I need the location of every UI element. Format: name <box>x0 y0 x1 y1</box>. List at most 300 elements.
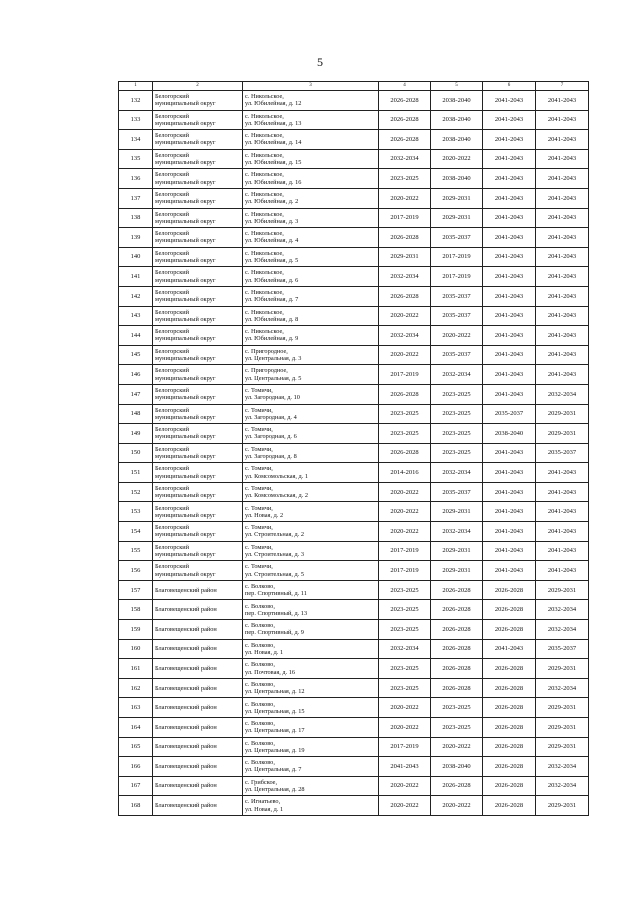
period-cell: 2041-2043 <box>536 286 589 306</box>
district-cell <box>153 228 243 248</box>
cell-line: с. Волково, <box>245 700 275 708</box>
address-cell <box>243 443 379 463</box>
period-cell: 2017-2019 <box>379 208 431 228</box>
address-cell <box>243 620 379 640</box>
table-row <box>119 286 589 306</box>
address-cell <box>243 110 379 130</box>
district-cell <box>153 620 243 640</box>
cell-line: Белогорский <box>155 524 190 532</box>
district-cell <box>153 326 243 346</box>
period-cell: 2026-2028 <box>431 600 483 620</box>
period-cell: 2023-2025 <box>431 424 483 444</box>
period-cell: 2029-2031 <box>536 718 589 738</box>
cell-line: муниципальный округ <box>155 296 216 304</box>
address-cell <box>243 424 379 444</box>
period-cell: 2020-2022 <box>379 522 431 542</box>
period-cell: 2029-2031 <box>431 208 483 228</box>
cell-line: муниципальный округ <box>155 119 216 127</box>
period-cell: 2020-2022 <box>379 306 431 326</box>
table-row <box>119 91 589 111</box>
period-cell: 2041-2043 <box>536 110 589 130</box>
period-cell: 2041-2043 <box>483 384 536 404</box>
period-cell: 2032-2034 <box>431 463 483 483</box>
district-cell <box>153 267 243 287</box>
period-cell: 2035-2037 <box>431 306 483 326</box>
cell-line: с. Волково, <box>245 661 275 669</box>
cell-line: с. Волково, <box>245 622 275 630</box>
cell-line: Белогорский <box>155 289 190 297</box>
address-cell <box>243 718 379 738</box>
period-cell: 2023-2025 <box>379 580 431 600</box>
period-cell: 2041-2043 <box>483 267 536 287</box>
cell-line: Белогорский <box>155 132 190 140</box>
period-cell: 2041-2043 <box>483 463 536 483</box>
address-cell <box>243 502 379 522</box>
cell-line: Благовещенский район <box>155 645 217 653</box>
period-cell: 2041-2043 <box>536 326 589 346</box>
cell-line: Белогорский <box>155 543 190 551</box>
district-cell <box>153 502 243 522</box>
period-cell: 2032-2034 <box>536 620 589 640</box>
district-cell <box>153 737 243 757</box>
cell-line: Белогорский <box>155 171 190 179</box>
cell-line: Благовещенский район <box>155 664 217 672</box>
period-cell: 2041-2043 <box>483 286 536 306</box>
period-cell: 2026-2028 <box>483 580 536 600</box>
table-row <box>119 776 589 796</box>
period-cell: 2026-2028 <box>483 796 536 816</box>
row-number-cell: 143 <box>119 306 153 326</box>
district-cell <box>153 443 243 463</box>
column-header: 1 <box>119 82 153 91</box>
cell-line: с. Никольское, <box>245 269 284 277</box>
cell-line: ул. Юбилейная, д. 9 <box>245 335 299 343</box>
row-number-cell: 164 <box>119 718 153 738</box>
district-cell <box>153 463 243 483</box>
period-cell: 2041-2043 <box>483 208 536 228</box>
address-cell <box>243 208 379 228</box>
period-cell: 2029-2031 <box>536 424 589 444</box>
address-cell <box>243 698 379 718</box>
cell-line: с. Волково, <box>245 720 275 728</box>
table-row <box>119 267 589 287</box>
district-cell <box>153 169 243 189</box>
row-number-cell: 157 <box>119 580 153 600</box>
address-cell <box>243 678 379 698</box>
period-cell: 2023-2025 <box>379 424 431 444</box>
cell-line: муниципальный округ <box>155 492 216 500</box>
address-cell <box>243 737 379 757</box>
address-cell <box>243 482 379 502</box>
address-cell <box>243 776 379 796</box>
address-cell <box>243 306 379 326</box>
cell-line: муниципальный округ <box>155 550 216 558</box>
cell-line: муниципальный округ <box>155 472 216 480</box>
row-number-cell: 153 <box>119 502 153 522</box>
period-cell: 2026-2028 <box>379 443 431 463</box>
period-cell: 2041-2043 <box>536 188 589 208</box>
row-number-cell: 140 <box>119 247 153 267</box>
table-row <box>119 718 589 738</box>
cell-line: с. Волково, <box>245 582 275 590</box>
cell-line: Белогорский <box>155 484 190 492</box>
period-cell: 2023-2025 <box>431 443 483 463</box>
table-row <box>119 502 589 522</box>
cell-line: с. Никольское, <box>245 308 284 316</box>
cell-line: с. Томичи, <box>245 484 273 492</box>
district-cell <box>153 757 243 777</box>
row-number-cell: 161 <box>119 659 153 679</box>
period-cell: 2032-2034 <box>536 776 589 796</box>
district-cell <box>153 561 243 581</box>
cell-line: с. Никольское, <box>245 93 284 101</box>
table-row <box>119 580 589 600</box>
district-cell <box>153 541 243 561</box>
cell-line: муниципальный округ <box>155 159 216 167</box>
cell-line: Благовещенский район <box>155 762 217 770</box>
period-cell: 2032-2034 <box>536 600 589 620</box>
column-header: 7 <box>536 82 589 91</box>
cell-line: с. Томичи, <box>245 445 273 453</box>
period-cell: 2029-2031 <box>431 541 483 561</box>
cell-line: Белогорский <box>155 269 190 277</box>
period-cell: 2023-2025 <box>379 620 431 640</box>
cell-line: Белогорский <box>155 210 190 218</box>
cell-line: с. Игнатьево, <box>245 798 281 806</box>
table-row <box>119 384 589 404</box>
address-cell <box>243 580 379 600</box>
cell-line: с. Никольское, <box>245 289 284 297</box>
cell-line: Благовещенский район <box>155 723 217 731</box>
period-cell: 2041-2043 <box>483 639 536 659</box>
district-cell <box>153 659 243 679</box>
district-cell <box>153 424 243 444</box>
period-cell: 2032-2034 <box>536 678 589 698</box>
row-number-cell: 162 <box>119 678 153 698</box>
period-cell: 2026-2028 <box>431 776 483 796</box>
period-cell: 2020-2022 <box>379 482 431 502</box>
period-cell: 2032-2034 <box>379 639 431 659</box>
table-row <box>119 620 589 640</box>
cell-line: с. Томичи, <box>245 426 273 434</box>
period-cell: 2029-2031 <box>536 698 589 718</box>
row-number-cell: 163 <box>119 698 153 718</box>
cell-line: ул. Юбилейная, д. 13 <box>245 119 302 127</box>
cell-line: ул. Юбилейная, д. 12 <box>245 100 302 108</box>
period-cell: 2032-2034 <box>431 365 483 385</box>
period-cell: 2035-2037 <box>536 443 589 463</box>
table-row <box>119 149 589 169</box>
period-cell: 2029-2031 <box>379 247 431 267</box>
table-body <box>119 91 589 816</box>
cell-line: муниципальный округ <box>155 413 216 421</box>
district-cell <box>153 208 243 228</box>
period-cell: 2026-2028 <box>431 620 483 640</box>
address-cell <box>243 384 379 404</box>
period-cell: 2029-2031 <box>431 502 483 522</box>
table-row <box>119 737 589 757</box>
table-row <box>119 659 589 679</box>
period-cell: 2020-2022 <box>379 188 431 208</box>
address-cell <box>243 757 379 777</box>
row-number-cell: 165 <box>119 737 153 757</box>
cell-line: муниципальный округ <box>155 100 216 108</box>
period-cell: 2035-2037 <box>536 639 589 659</box>
period-cell: 2041-2043 <box>483 365 536 385</box>
period-cell: 2026-2028 <box>379 110 431 130</box>
table-row <box>119 345 589 365</box>
address-cell <box>243 228 379 248</box>
cell-line: с. Никольское, <box>245 132 284 140</box>
column-header: 3 <box>243 82 379 91</box>
period-cell: 2026-2028 <box>431 580 483 600</box>
cell-line: муниципальный округ <box>155 198 216 206</box>
table-row <box>119 482 589 502</box>
cell-line: ул. Строительная, д. 5 <box>245 570 305 578</box>
row-number-cell: 134 <box>119 130 153 150</box>
period-cell: 2029-2031 <box>536 580 589 600</box>
period-cell: 2023-2025 <box>379 169 431 189</box>
period-cell: 2026-2028 <box>483 718 536 738</box>
cell-line: ул. Юбилейная, д. 2 <box>245 198 299 206</box>
row-number-cell: 154 <box>119 522 153 542</box>
cell-line: ул. Центральная, д. 19 <box>245 746 305 754</box>
period-cell: 2038-2040 <box>431 91 483 111</box>
cell-line: Благовещенский район <box>155 606 217 614</box>
table-row <box>119 463 589 483</box>
cell-line: пер. Спортивный, д. 11 <box>245 590 307 598</box>
cell-line: Белогорский <box>155 249 190 257</box>
period-cell: 2041-2043 <box>483 247 536 267</box>
cell-line: ул. Юбилейная, д. 14 <box>245 139 302 147</box>
cell-line: муниципальный округ <box>155 433 216 441</box>
row-number-cell: 137 <box>119 188 153 208</box>
cell-line: Благовещенский район <box>155 743 217 751</box>
period-cell: 2026-2028 <box>379 91 431 111</box>
cell-line: Благовещенский район <box>155 684 217 692</box>
cell-line: ул. Загородная, д. 4 <box>245 413 297 421</box>
period-cell: 2017-2019 <box>379 365 431 385</box>
address-cell <box>243 639 379 659</box>
district-cell <box>153 718 243 738</box>
table-row <box>119 698 589 718</box>
row-number-cell: 159 <box>119 620 153 640</box>
period-cell: 2017-2019 <box>431 267 483 287</box>
cell-line: Белогорский <box>155 387 190 394</box>
period-cell: 2020-2022 <box>379 345 431 365</box>
row-number-cell: 141 <box>119 267 153 287</box>
row-number-cell: 142 <box>119 286 153 306</box>
cell-line: ул. Новая, д. 1 <box>245 805 284 813</box>
cell-line: муниципальный округ <box>155 355 216 363</box>
cell-line: Белогорский <box>155 445 190 453</box>
period-cell: 2041-2043 <box>536 541 589 561</box>
cell-line: муниципальный округ <box>155 531 216 539</box>
district-cell <box>153 522 243 542</box>
cell-line: ул. Почтовая, д. 16 <box>245 668 296 676</box>
cell-line: с. Томичи, <box>245 465 273 473</box>
cell-line: ул. Центральная, д. 15 <box>245 707 305 715</box>
table-row <box>119 130 589 150</box>
cell-line: с. Пригородное, <box>245 367 288 375</box>
cell-line: муниципальный округ <box>155 452 216 460</box>
district-cell <box>153 345 243 365</box>
cell-line: Белогорский <box>155 151 190 159</box>
period-cell: 2041-2043 <box>379 757 431 777</box>
period-cell: 2032-2034 <box>379 267 431 287</box>
district-cell <box>153 600 243 620</box>
period-cell: 2023-2025 <box>379 659 431 679</box>
district-cell <box>153 130 243 150</box>
row-number-cell: 156 <box>119 561 153 581</box>
period-cell: 2020-2022 <box>379 776 431 796</box>
period-cell: 2041-2043 <box>483 482 536 502</box>
period-cell: 2038-2040 <box>431 110 483 130</box>
cell-line: муниципальный округ <box>155 511 216 519</box>
column-header: 2 <box>153 82 243 91</box>
address-cell <box>243 286 379 306</box>
period-cell: 2035-2037 <box>483 404 536 424</box>
row-number-cell: 135 <box>119 149 153 169</box>
cell-line: ул. Юбилейная, д. 5 <box>245 257 299 265</box>
period-cell: 2038-2040 <box>431 169 483 189</box>
cell-line: ул. Центральная, д. 28 <box>245 786 305 794</box>
cell-line: с. Томичи, <box>245 504 273 512</box>
period-cell: 2017-2019 <box>431 247 483 267</box>
address-cell <box>243 149 379 169</box>
address-cell <box>243 541 379 561</box>
row-number-cell: 136 <box>119 169 153 189</box>
district-cell <box>153 796 243 816</box>
period-cell: 2020-2022 <box>379 796 431 816</box>
period-cell: 2041-2043 <box>483 228 536 248</box>
cell-line: с. Никольское, <box>245 191 284 199</box>
district-cell <box>153 286 243 306</box>
address-cell <box>243 188 379 208</box>
row-number-cell: 132 <box>119 91 153 111</box>
period-cell: 2032-2034 <box>379 149 431 169</box>
table-row <box>119 404 589 424</box>
cell-line: Белогорский <box>155 191 190 199</box>
period-cell: 2038-2040 <box>431 757 483 777</box>
period-cell: 2020-2022 <box>431 326 483 346</box>
period-cell: 2035-2037 <box>431 482 483 502</box>
period-cell: 2041-2043 <box>536 561 589 581</box>
address-cell <box>243 267 379 287</box>
period-cell: 2023-2025 <box>379 678 431 698</box>
cell-line: муниципальный округ <box>155 276 216 284</box>
row-number-cell: 167 <box>119 776 153 796</box>
column-header: 4 <box>379 82 431 91</box>
row-number-cell: 138 <box>119 208 153 228</box>
district-cell <box>153 188 243 208</box>
cell-line: с. Волково, <box>245 602 275 610</box>
period-cell: 2041-2043 <box>483 169 536 189</box>
cell-line: Благовещенский район <box>155 782 217 790</box>
row-number-cell: 139 <box>119 228 153 248</box>
address-cell <box>243 463 379 483</box>
cell-line: с. Волково, <box>245 680 275 688</box>
period-cell: 2041-2043 <box>483 149 536 169</box>
cell-line: с. Никольское, <box>245 112 284 120</box>
cell-line: ул. Центральная, д. 7 <box>245 766 302 774</box>
cell-line: с. Грибское, <box>245 778 278 786</box>
period-cell: 2026-2028 <box>483 737 536 757</box>
cell-line: ул. Центральная, д. 5 <box>245 374 302 382</box>
address-cell <box>243 91 379 111</box>
period-cell: 2026-2028 <box>483 600 536 620</box>
period-cell: 2026-2028 <box>483 776 536 796</box>
cell-line: муниципальный округ <box>155 570 216 578</box>
address-cell <box>243 365 379 385</box>
period-cell: 2032-2034 <box>379 326 431 346</box>
period-cell: 2023-2025 <box>379 600 431 620</box>
period-cell: 2041-2043 <box>536 169 589 189</box>
district-cell <box>153 698 243 718</box>
district-cell <box>153 639 243 659</box>
table-row <box>119 326 589 346</box>
period-cell: 2041-2043 <box>483 130 536 150</box>
district-cell <box>153 149 243 169</box>
district-cell <box>153 91 243 111</box>
period-cell: 2026-2028 <box>379 384 431 404</box>
period-cell: 2041-2043 <box>483 110 536 130</box>
cell-line: с. Никольское, <box>245 328 284 336</box>
cell-line: ул. Загородная, д. 8 <box>245 452 297 460</box>
address-cell <box>243 522 379 542</box>
cell-line: ул. Центральная, д. 12 <box>245 688 305 696</box>
table-row <box>119 796 589 816</box>
period-cell: 2041-2043 <box>536 306 589 326</box>
table-row <box>119 247 589 267</box>
cell-line: Белогорский <box>155 504 190 512</box>
cell-line: ул. Юбилейная, д. 7 <box>245 296 299 304</box>
period-cell: 2041-2043 <box>483 541 536 561</box>
table-row <box>119 757 589 777</box>
address-cell <box>243 561 379 581</box>
cell-line: Белогорский <box>155 465 190 473</box>
period-cell: 2026-2028 <box>483 757 536 777</box>
cell-line: муниципальный округ <box>155 178 216 186</box>
period-cell: 2020-2022 <box>379 718 431 738</box>
period-cell: 2029-2031 <box>536 796 589 816</box>
period-cell: 2017-2019 <box>379 737 431 757</box>
period-cell: 2017-2019 <box>379 541 431 561</box>
cell-line: с. Волково, <box>245 641 275 649</box>
cell-line: Белогорский <box>155 230 190 238</box>
period-cell: 2023-2025 <box>431 698 483 718</box>
period-cell: 2041-2043 <box>536 91 589 111</box>
row-number-cell: 146 <box>119 365 153 385</box>
period-cell: 2041-2043 <box>536 482 589 502</box>
cell-line: Белогорский <box>155 93 190 101</box>
table-row <box>119 522 589 542</box>
cell-line: ул. Строительная, д. 2 <box>245 531 305 539</box>
row-number-cell: 144 <box>119 326 153 346</box>
period-cell: 2041-2043 <box>483 522 536 542</box>
district-cell <box>153 365 243 385</box>
period-cell: 2023-2025 <box>431 718 483 738</box>
cell-line: Благовещенский район <box>155 704 217 712</box>
table-row <box>119 365 589 385</box>
period-cell: 2041-2043 <box>483 561 536 581</box>
period-cell: 2041-2043 <box>536 228 589 248</box>
period-cell: 2029-2031 <box>536 404 589 424</box>
period-cell: 2041-2043 <box>483 306 536 326</box>
row-number-cell: 147 <box>119 384 153 404</box>
table-row <box>119 188 589 208</box>
period-cell: 2029-2031 <box>536 659 589 679</box>
